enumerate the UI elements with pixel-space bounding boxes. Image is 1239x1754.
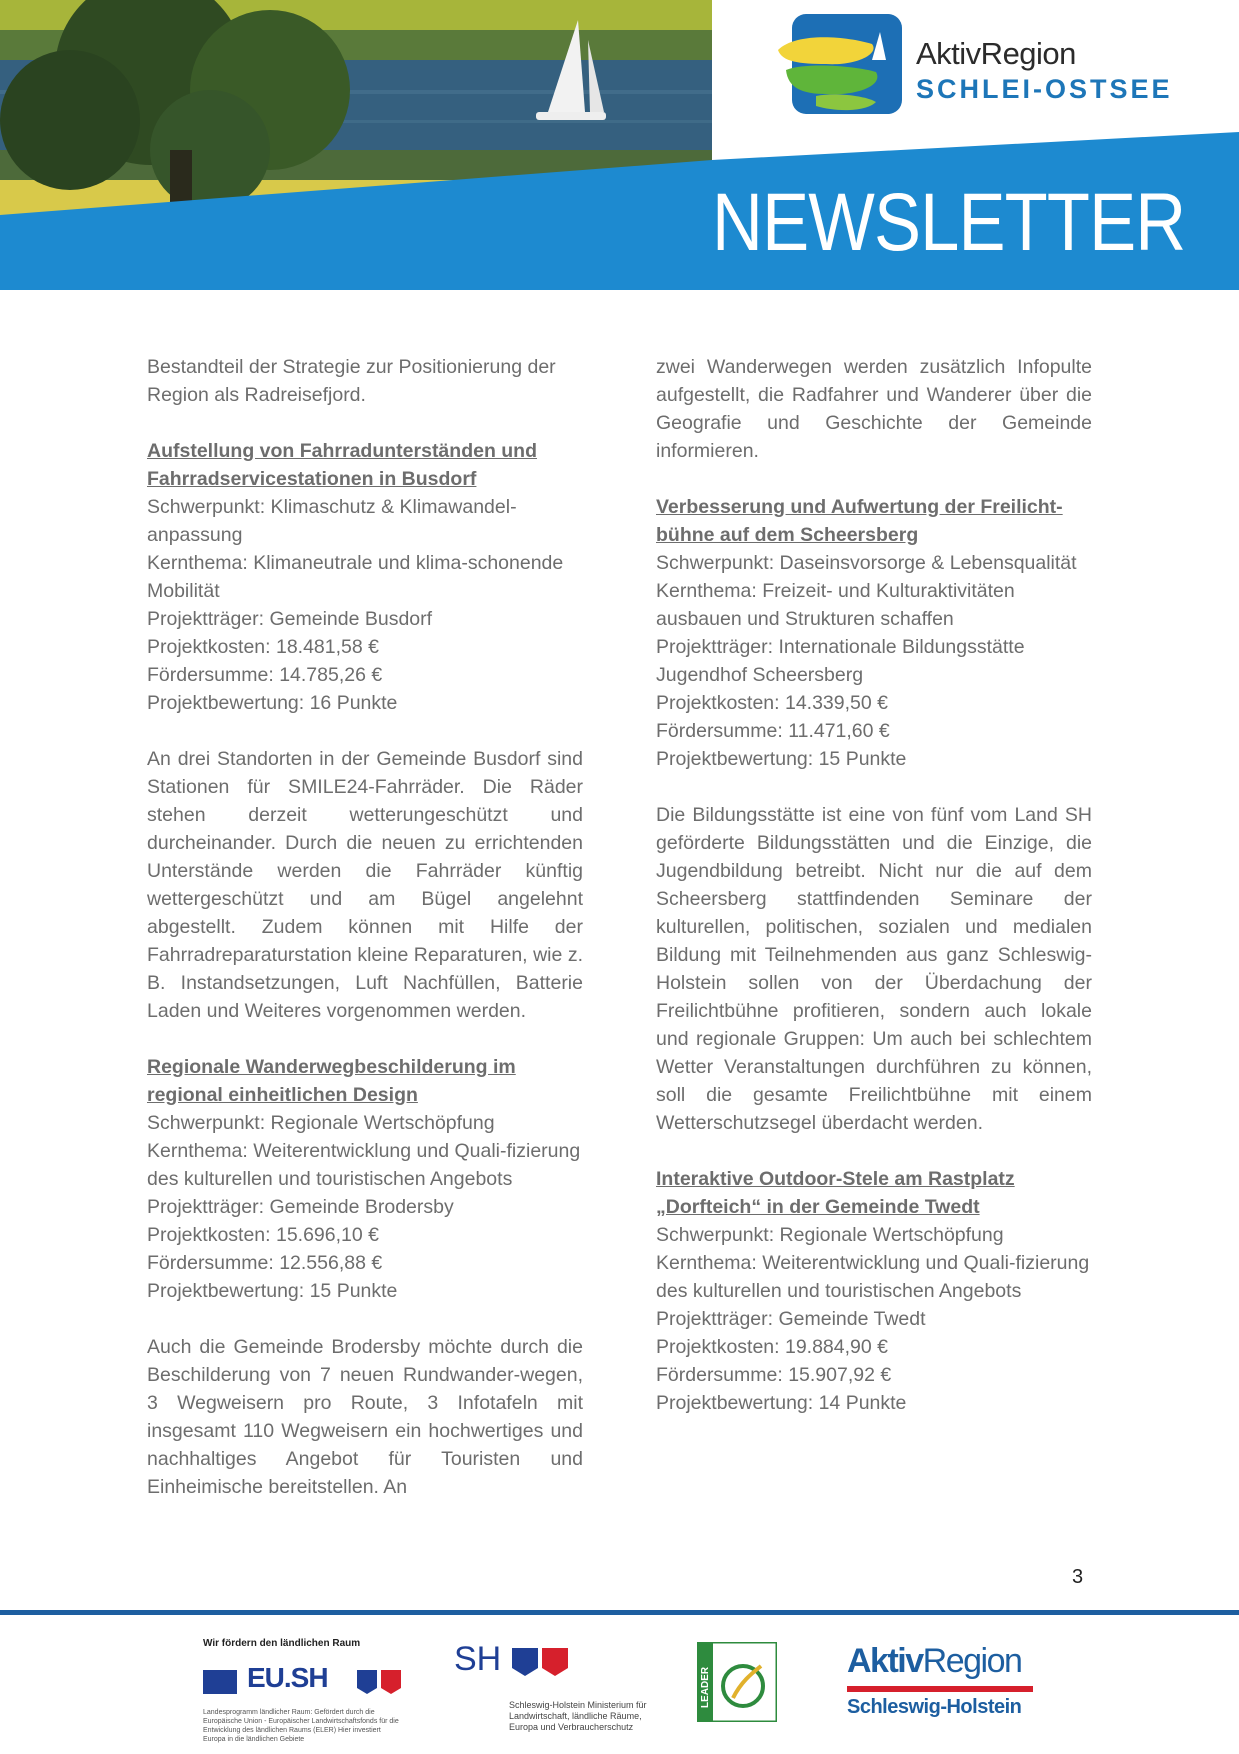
fact-kosten: Projektkosten: 14.339,50 € xyxy=(656,692,888,714)
fact-kosten: Projektkosten: 15.696,10 € xyxy=(147,1224,379,1246)
fact-schwerpunkt: Schwerpunkt: Regionale Wertschöpfung xyxy=(147,1112,495,1134)
fact-bewertung: Projektbewertung: 15 Punkte xyxy=(656,748,907,770)
footer-divider xyxy=(0,1610,1239,1615)
fact-traeger: Projektträger: Gemeinde Twedt xyxy=(656,1308,926,1330)
project-facts xyxy=(147,493,583,717)
sh-lions-icon xyxy=(510,1644,572,1678)
sh-coat-of-arms-icon xyxy=(355,1666,403,1696)
ministry-name: Schleswig-Holstein Ministerium für Landwirtschaft, ländliche Räume, Europa und Verbraucherschutz xyxy=(509,1700,647,1732)
fact-kosten: Projektkosten: 18.481,58 € xyxy=(147,636,379,658)
sh-ministry-logo xyxy=(454,1640,654,1750)
fact-bewertung: Projektbewertung: 16 Punkte xyxy=(147,692,398,714)
eush-fineprint: Landesprogramm ländlicher Raum: Gefördert durch die Europäische Union - Europäischer Landwirtschaftsfonds für die Entwicklung des ländlichen Raums (ELER) Hier investiert Europa in die ländlichen Gebiete xyxy=(203,1709,399,1743)
fact-foerdersumme: Fördersumme: 15.907,92 € xyxy=(656,1364,892,1386)
red-underline xyxy=(847,1686,1033,1692)
leader-logo-icon xyxy=(697,1642,777,1722)
fact-foerdersumme: Fördersumme: 14.785,26 € xyxy=(147,664,383,686)
newsletter-title: NEWSLETTER xyxy=(712,177,1186,268)
brand-subtitle: SCHLEI-OSTSEE xyxy=(916,74,1173,104)
left-column xyxy=(147,353,583,1529)
aktivregion-state: Schleswig-Holstein xyxy=(847,1696,1022,1718)
fact-schwerpunkt: Schwerpunkt: Klimaschutz & Klimawandel-anpassung xyxy=(147,496,517,546)
aktivregion-logo-icon xyxy=(776,10,904,118)
aktivregion-brand xyxy=(776,10,1176,120)
project-title: Regionale Wanderwegbeschilderung im regional einheitlichen Design xyxy=(147,1056,516,1106)
continuation-paragraph: zwei Wanderwegen werden zusätzlich Infopulte aufgestellt, die Radfahrer und Wanderer über die Geografie und Geschichte der Gemeinde informieren. xyxy=(656,356,1092,462)
fact-traeger: Projektträger: Gemeinde Busdorf xyxy=(147,608,433,630)
fact-schwerpunkt: Schwerpunkt: Daseinsvorsorge & Lebensqualität xyxy=(656,552,1077,574)
fact-foerdersumme: Fördersumme: 11.471,60 € xyxy=(656,720,890,742)
eu-flag-icon xyxy=(203,1670,237,1694)
fact-bewertung: Projektbewertung: 14 Punkte xyxy=(656,1392,907,1414)
project-title: Interaktive Outdoor-Stele am Rastplatz „Dorfteich“ in der Gemeinde Twedt xyxy=(656,1168,1015,1218)
fact-schwerpunkt: Schwerpunkt: Regionale Wertschöpfung xyxy=(656,1224,1004,1246)
fact-traeger: Projektträger: Gemeinde Brodersby xyxy=(147,1196,454,1218)
project-description: Die Bildungsstätte ist eine von fünf vom Land SH geförderte Bildungsstätten und die Einzige, die Jugendbildung betreibt. Nicht nur die auf dem Scheersberg stattfindenden Seminare der kulturellen, politischen, sozialen und medialen Bildung mit Teilnehmenden aus ganz Schleswig-Holstein sollen von der Überdachung der Freilichtbühne profitieren, sondern auch lokale und regionale Gruppen: Um auch bei schlechtem Wetter Veranstaltungen durchführen zu können, soll die gesamte Freilichtbühne mit einem Wetterschutzsegel überdacht werden. xyxy=(656,804,1092,1134)
project-facts xyxy=(147,1109,583,1305)
fact-foerdersumme: Fördersumme: 12.556,88 € xyxy=(147,1252,383,1274)
aktivregion-wordmark: AktivRegion xyxy=(847,1642,1022,1680)
fact-bewertung: Projektbewertung: 15 Punkte xyxy=(147,1280,398,1302)
eush-tagline: Wir fördern den ländlichen Raum xyxy=(203,1638,361,1649)
project-title: Aufstellung von Fahrradunterständen und Fahrradservicestationen in Busdorf xyxy=(147,440,538,490)
fact-kosten: Projektkosten: 19.884,90 € xyxy=(656,1336,888,1358)
fact-kernthema: Kernthema: Freizeit- und Kulturaktivitäten ausbauen und Strukturen schaffen xyxy=(656,580,1015,630)
eush-name: EU.SH xyxy=(247,1662,328,1693)
newsletter-header xyxy=(0,0,1239,290)
eush-logo xyxy=(203,1638,403,1748)
project-description: An drei Standorten in der Gemeinde Busdorf sind Stationen für SMILE24-Fahrräder. Die Räder stehen derzeit wetterungeschützt und durcheinander. Durch die neuen zu errichtenden Unterstände werden die Fahrräder künftig wettergeschützt und am Bügel angelehnt abgestellt. Zudem können mit Hilfe der Fahrradreparaturstation kleine Reparaturen, wie z. B. Instandsetzungen, Luft Nachfüllen, Batterie Laden und Weiteres vorgenommen werden. xyxy=(147,748,583,1022)
sh-mark: SH xyxy=(454,1640,502,1678)
page-number: 3 xyxy=(1072,1566,1084,1588)
fact-kernthema: Kernthema: Weiterentwicklung und Quali-fizierung des kulturellen und touristischen Angebots xyxy=(147,1140,581,1190)
project-facts xyxy=(656,1221,1092,1417)
leader-label: LEADER xyxy=(700,1666,711,1708)
brand-name: AktivRegion xyxy=(916,36,1076,71)
right-column xyxy=(656,353,1092,1445)
fact-traeger: Projektträger: Internationale Bildungsstätte Jugendhof Scheersberg xyxy=(656,636,1025,686)
project-description: Auch die Gemeinde Brodersby möchte durch die Beschilderung von 7 neuen Rundwander-wegen, 3 Wegweisern pro Route, 3 Infotafeln mit insgesamt 110 Wegweisern ein hochwertiges und nachhaltiges Angebot für Touristen und Einheimische bereitstellen. An xyxy=(147,1336,583,1498)
sponsor-logos xyxy=(0,1618,1239,1754)
project-facts xyxy=(656,549,1092,773)
aktivregion-sh-logo xyxy=(844,1640,1044,1740)
fact-kernthema: Kernthema: Weiterentwicklung und Quali-fizierung des kulturellen und touristischen Angebots xyxy=(656,1252,1090,1302)
fact-kernthema: Kernthema: Klimaneutrale und klima-schonende Mobilität xyxy=(147,552,564,602)
project-title: Verbesserung und Aufwertung der Freilicht-bühne auf dem Scheersberg xyxy=(656,496,1063,546)
intro-paragraph: Bestandteil der Strategie zur Positionierung der Region als Radreisefjord. xyxy=(147,356,556,406)
